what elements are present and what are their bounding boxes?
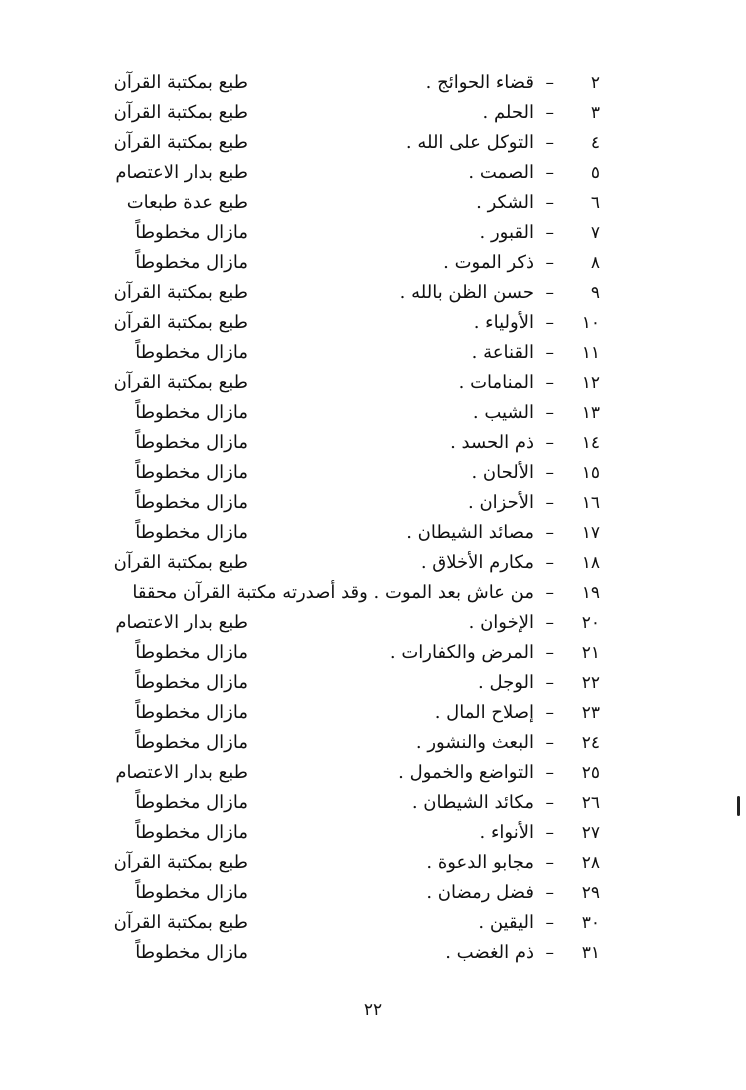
item-number: ٢٤ bbox=[581, 733, 600, 753]
item-title: من عاش بعد الموت . وقد أصدرته مكتبة القرآن محققا bbox=[132, 582, 534, 603]
item-status: مازال مخطوطاً bbox=[135, 462, 248, 483]
item-number: ١٣ bbox=[581, 403, 600, 423]
item-status: طبع بدار الاعتصام bbox=[115, 162, 248, 183]
item-dash: – bbox=[545, 463, 554, 483]
item-status: طبع بمكتبة القرآن bbox=[113, 312, 248, 333]
item-status: مازال مخطوطاً bbox=[135, 732, 248, 753]
list-item bbox=[60, 428, 600, 458]
item-number: ٩ bbox=[590, 283, 600, 303]
item-title: البعث والنشور . bbox=[415, 732, 534, 753]
item-number: ٢٠ bbox=[581, 613, 600, 633]
item-status: مازال مخطوطاً bbox=[135, 432, 248, 453]
item-title: إصلاح المال . bbox=[434, 702, 534, 723]
item-dash: – bbox=[545, 403, 554, 423]
item-dash: – bbox=[545, 133, 554, 153]
item-number: ٢١ bbox=[581, 643, 600, 663]
item-status: طبع بمكتبة القرآن bbox=[113, 372, 248, 393]
list-item bbox=[60, 218, 600, 248]
item-number: ٢٥ bbox=[581, 763, 600, 783]
item-title: الأحزان . bbox=[468, 492, 534, 513]
item-number: ٣١ bbox=[581, 943, 600, 963]
item-title: الإخوان . bbox=[468, 612, 534, 633]
list-item bbox=[60, 158, 600, 188]
item-status: مازال مخطوطاً bbox=[135, 942, 248, 963]
list-item bbox=[60, 278, 600, 308]
item-title: الحلم . bbox=[482, 102, 534, 123]
item-dash: – bbox=[545, 193, 554, 213]
item-number: ١٠ bbox=[581, 313, 600, 333]
item-title: الوجل . bbox=[478, 672, 534, 693]
item-number: ١٧ bbox=[581, 523, 600, 543]
item-title: الأولياء . bbox=[473, 312, 534, 333]
item-dash: – bbox=[545, 73, 554, 93]
item-title: المرض والكفارات . bbox=[389, 642, 534, 663]
item-title: التوكل على الله . bbox=[405, 132, 534, 153]
list-item bbox=[60, 878, 600, 908]
item-number: ٧ bbox=[590, 223, 600, 243]
item-number: ٥ bbox=[590, 163, 600, 183]
item-dash: – bbox=[545, 853, 554, 873]
item-dash: – bbox=[545, 223, 554, 243]
item-dash: – bbox=[545, 763, 554, 783]
item-status: طبع بمكتبة القرآن bbox=[113, 282, 248, 303]
page-number: ٢٢ bbox=[363, 1000, 383, 1020]
item-number: ٢٣ bbox=[581, 703, 600, 723]
item-dash: – bbox=[545, 733, 554, 753]
item-number: ٤ bbox=[590, 133, 600, 153]
item-title: ذكر الموت . bbox=[443, 252, 534, 273]
list-item bbox=[60, 308, 600, 338]
list-item bbox=[60, 368, 600, 398]
list-item bbox=[60, 908, 600, 938]
item-number: ٣ bbox=[590, 103, 600, 123]
item-title: الأنواء . bbox=[479, 822, 534, 843]
item-status: طبع بدار الاعتصام bbox=[115, 762, 248, 783]
item-title: القبور . bbox=[479, 222, 534, 243]
item-status: طبع عدة طبعات bbox=[126, 192, 248, 213]
item-dash: – bbox=[545, 433, 554, 453]
list-item bbox=[60, 518, 600, 548]
list-item bbox=[60, 338, 600, 368]
item-dash: – bbox=[545, 493, 554, 513]
item-dash: – bbox=[545, 103, 554, 123]
list-item bbox=[60, 758, 600, 788]
item-dash: – bbox=[545, 343, 554, 363]
item-number: ١٥ bbox=[581, 463, 600, 483]
item-title: ذم الحسد . bbox=[450, 432, 534, 453]
item-title: الشيب . bbox=[472, 402, 534, 423]
item-dash: – bbox=[545, 613, 554, 633]
item-dash: – bbox=[545, 163, 554, 183]
item-number: ٢٨ bbox=[581, 853, 600, 873]
item-dash: – bbox=[545, 313, 554, 333]
item-dash: – bbox=[545, 373, 554, 393]
item-title: حسن الظن بالله . bbox=[399, 282, 534, 303]
item-dash: – bbox=[545, 913, 554, 933]
item-dash: – bbox=[545, 283, 554, 303]
item-number: ٦ bbox=[590, 193, 600, 213]
list-item bbox=[60, 188, 600, 218]
list-item bbox=[60, 938, 600, 968]
item-title: فضل رمضان . bbox=[426, 882, 534, 903]
item-title: المنامات . bbox=[458, 372, 534, 393]
item-status: طبع بمكتبة القرآن bbox=[113, 102, 248, 123]
item-number: ١٤ bbox=[581, 433, 600, 453]
item-title: الصمت . bbox=[468, 162, 534, 183]
item-dash: – bbox=[545, 943, 554, 963]
list-item bbox=[60, 608, 600, 638]
item-number: ١٨ bbox=[581, 553, 600, 573]
item-number: ١٩ bbox=[581, 583, 600, 603]
list-item bbox=[60, 638, 600, 668]
item-status: مازال مخطوطاً bbox=[135, 792, 248, 813]
list-item bbox=[60, 698, 600, 728]
item-title: قضاء الحوائج . bbox=[425, 72, 534, 93]
item-title: مكائد الشيطان . bbox=[411, 792, 534, 813]
item-number: ٢٦ bbox=[581, 793, 600, 813]
item-dash: – bbox=[545, 643, 554, 663]
item-dash: – bbox=[545, 703, 554, 723]
item-status: مازال مخطوطاً bbox=[135, 522, 248, 543]
list-item bbox=[60, 788, 600, 818]
list-item bbox=[60, 488, 600, 518]
list-item bbox=[60, 818, 600, 848]
works-list bbox=[60, 68, 600, 968]
item-number: ١٦ bbox=[581, 493, 600, 513]
item-number: ٣٠ bbox=[581, 913, 600, 933]
item-title: القناعة . bbox=[471, 342, 534, 363]
list-item bbox=[60, 398, 600, 428]
item-number: ٢٢ bbox=[581, 673, 600, 693]
list-item bbox=[60, 668, 600, 698]
item-title: مكارم الأخلاق . bbox=[420, 552, 534, 573]
item-status: مازال مخطوطاً bbox=[135, 402, 248, 423]
list-item bbox=[60, 248, 600, 278]
item-dash: – bbox=[545, 553, 554, 573]
item-title: التواضع والخمول . bbox=[398, 762, 534, 783]
item-status: طبع بمكتبة القرآن bbox=[113, 852, 248, 873]
item-status: طبع بمكتبة القرآن bbox=[113, 132, 248, 153]
item-title: مجابو الدعوة . bbox=[426, 852, 534, 873]
item-status: مازال مخطوطاً bbox=[135, 672, 248, 693]
item-status: طبع بدار الاعتصام bbox=[115, 612, 248, 633]
item-dash: – bbox=[545, 673, 554, 693]
item-status: طبع بمكتبة القرآن bbox=[113, 72, 248, 93]
item-number: ١١ bbox=[581, 343, 600, 363]
item-status: مازال مخطوطاً bbox=[135, 882, 248, 903]
item-status: مازال مخطوطاً bbox=[135, 642, 248, 663]
item-number: ٢ bbox=[590, 73, 600, 93]
list-item bbox=[60, 578, 600, 608]
item-status: مازال مخطوطاً bbox=[135, 252, 248, 273]
item-status: مازال مخطوطاً bbox=[135, 492, 248, 513]
item-title: الشكر . bbox=[476, 192, 534, 213]
list-item bbox=[60, 458, 600, 488]
item-title: اليقين . bbox=[478, 912, 534, 933]
list-item bbox=[60, 128, 600, 158]
item-number: ٨ bbox=[590, 253, 600, 273]
item-dash: – bbox=[545, 583, 554, 603]
scan-edge-mark bbox=[737, 796, 740, 816]
item-number: ٢٧ bbox=[581, 823, 600, 843]
item-dash: – bbox=[545, 793, 554, 813]
item-title: مصائد الشيطان . bbox=[406, 522, 534, 543]
item-title: الألحان . bbox=[471, 462, 534, 483]
item-dash: – bbox=[545, 883, 554, 903]
item-status: مازال مخطوطاً bbox=[135, 822, 248, 843]
item-status: مازال مخطوطاً bbox=[135, 702, 248, 723]
list-item bbox=[60, 98, 600, 128]
item-status: مازال مخطوطاً bbox=[135, 222, 248, 243]
item-status: مازال مخطوطاً bbox=[135, 342, 248, 363]
list-item bbox=[60, 848, 600, 878]
item-title: ذم الغضب . bbox=[445, 942, 534, 963]
list-item bbox=[60, 68, 600, 98]
item-dash: – bbox=[545, 523, 554, 543]
item-number: ٢٩ bbox=[581, 883, 600, 903]
item-status: طبع بمكتبة القرآن bbox=[113, 552, 248, 573]
item-dash: – bbox=[545, 253, 554, 273]
list-item bbox=[60, 548, 600, 578]
item-dash: – bbox=[545, 823, 554, 843]
item-status: طبع بمكتبة القرآن bbox=[113, 912, 248, 933]
list-item bbox=[60, 728, 600, 758]
item-number: ١٢ bbox=[581, 373, 600, 393]
